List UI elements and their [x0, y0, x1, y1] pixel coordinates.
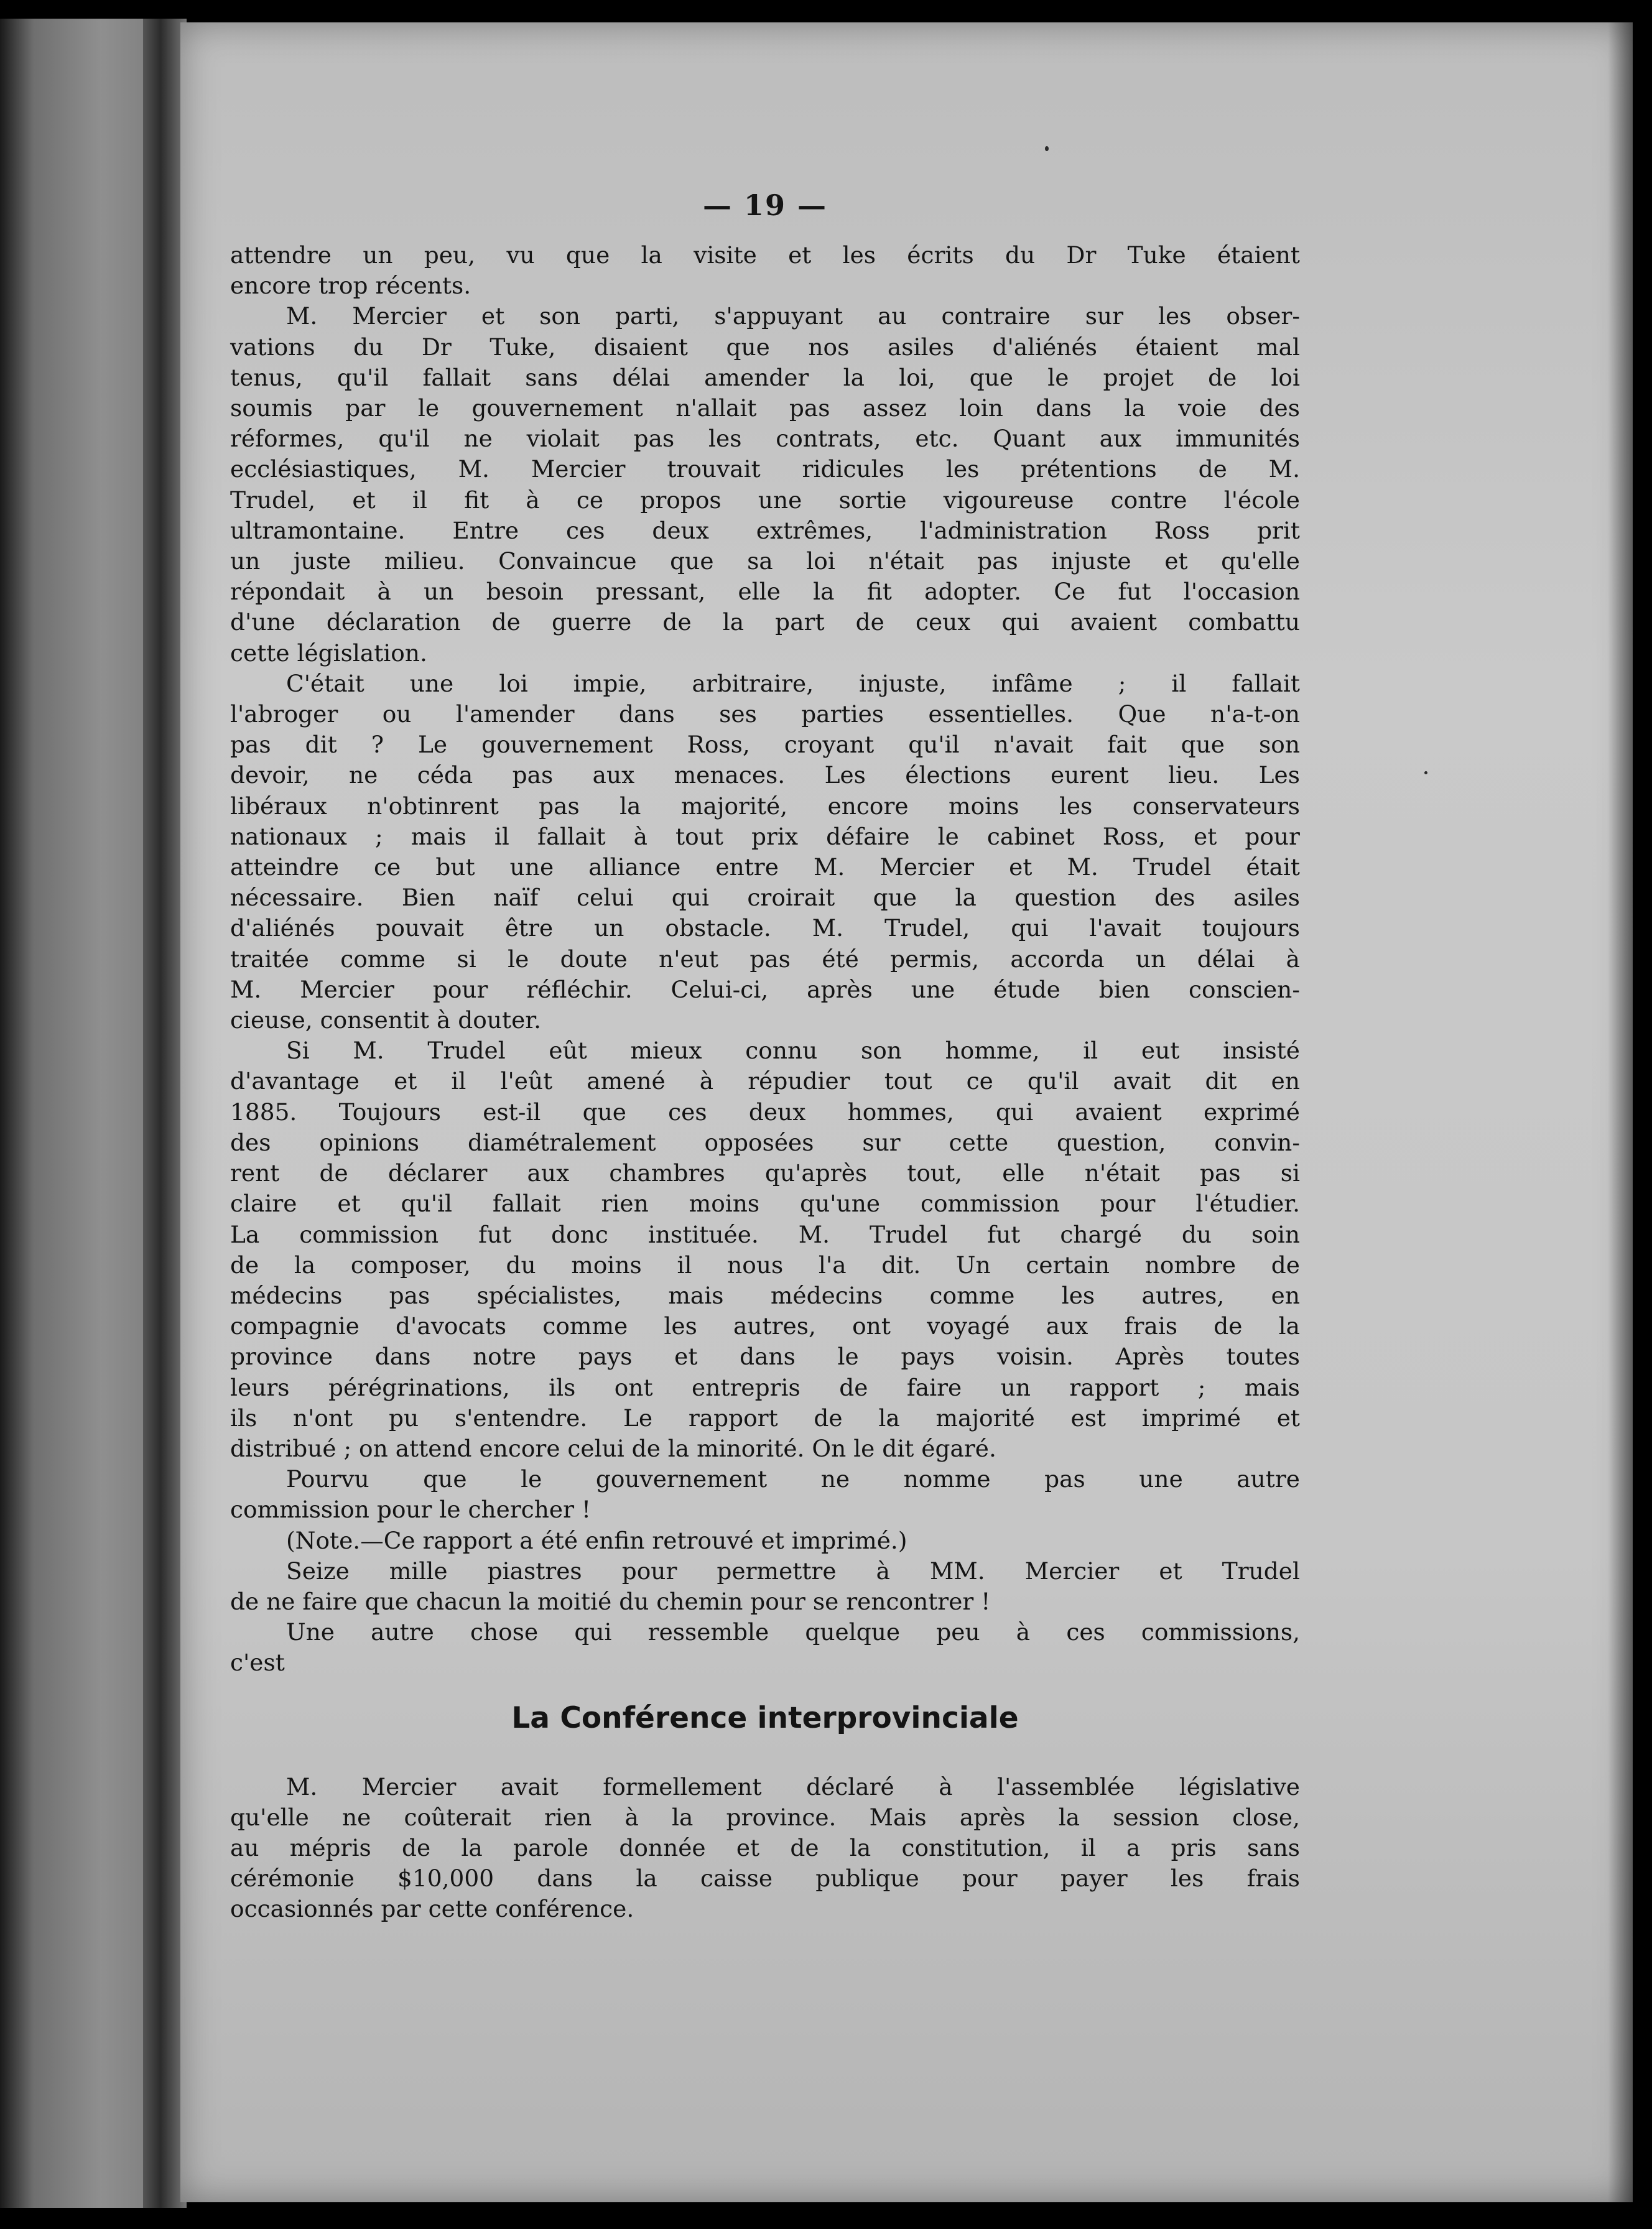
- text-line: commission pour le chercher !: [230, 1496, 592, 1524]
- paragraph-5: [230, 1464, 1300, 1525]
- text-line: ultramontaine. Entre ces deux extrêmes, l'administration Ross prit: [230, 516, 1300, 544]
- text-line: Pourvu que le gouvernement ne nomme pas une autre: [286, 1465, 1300, 1493]
- text-line: La commission fut donc instituée. M. Trudel fut chargé du soin: [230, 1220, 1300, 1248]
- text-line: ils n'ont pu s'entendre. Le rapport de la majorité est imprimé et: [230, 1404, 1300, 1432]
- text-line: pas dit ? Le gouvernement Ross, croyant qu'il n'avait fait que son: [230, 731, 1300, 759]
- page-edge-shadow: [1608, 22, 1633, 2202]
- text-line: répondait à un besoin pressant, elle la fit adopter. Ce fut l'occasion: [230, 578, 1300, 606]
- text-line: de ne faire que chacun la moitié du chemin pour se rencontrer !: [230, 1587, 991, 1615]
- text-line: province dans notre pays et dans le pays voisin. Après toutes: [230, 1343, 1300, 1371]
- text-line: qu'elle ne coûterait rien à la province. Mais après la session close,: [230, 1803, 1300, 1831]
- text-line: c'est: [230, 1649, 285, 1677]
- text-line: ecclésiastiques, M. Mercier trouvait ridicules les prétentions de M.: [230, 455, 1300, 483]
- text-line: médecins pas spécialistes, mais médecins comme les autres, en: [230, 1281, 1300, 1309]
- text-line: libéraux n'obtinrent pas la majorité, encore moins les conservateurs: [230, 792, 1300, 820]
- text-line: traitée comme si le doute n'eut pas été permis, accorda un délai à: [230, 945, 1300, 973]
- text-line: M. Mercier et son parti, s'appuyant au contraire sur les obser-: [286, 302, 1300, 330]
- text-line: nationaux ; mais il fallait à tout prix défaire le cabinet Ross, et pour: [230, 822, 1300, 850]
- text-line: cérémonie $10,000 dans la caisse publique pour payer les frais: [230, 1865, 1300, 1893]
- ink-speck: [1045, 146, 1049, 151]
- text-line: des opinions diamétralement opposées sur cette question, convin-: [230, 1128, 1300, 1156]
- text-line: M. Mercier pour réfléchir. Celui-ci, après une étude bien conscien-: [230, 975, 1300, 1003]
- text-line: M. Mercier avait formellement déclaré à l'assemblée législative: [286, 1773, 1300, 1800]
- page-text: [230, 187, 1300, 1925]
- text-line: atteindre ce but une alliance entre M. Mercier et M. Trudel était: [230, 853, 1300, 881]
- text-line: encore trop récents.: [230, 272, 471, 300]
- text-line: d'avantage et il l'eût amené à répudier tout ce qu'il avait dit en: [230, 1067, 1300, 1095]
- final-paragraph: [230, 1772, 1300, 1925]
- text-line: devoir, ne céda pas aux menaces. Les élections eurent lieu. Les: [230, 761, 1300, 789]
- paragraph-7: [230, 1617, 1300, 1678]
- text-line: tenus, qu'il fallait sans délai amender la loi, que le projet de loi: [230, 363, 1300, 391]
- page-number: — 19 —: [702, 188, 828, 222]
- text-line: nécessaire. Bien naïf celui qui croirait que la question des asiles: [230, 884, 1300, 912]
- text-line: Seize mille piastres pour permettre à MM. Mercier et Trudel: [286, 1557, 1300, 1585]
- paragraph-2: [230, 301, 1300, 668]
- note-paragraph: [230, 1526, 1300, 1556]
- text-line: Trudel, et il fit à ce propos une sortie vigoureuse contre l'école: [230, 486, 1300, 514]
- text-line: rent de déclarer aux chambres qu'après tout, elle n'était pas si: [230, 1159, 1300, 1187]
- text-line: d'une déclaration de guerre de la part de ceux qui avaient combattu: [230, 608, 1300, 636]
- text-line: cette législation.: [230, 639, 427, 667]
- text-line: au mépris de la parole donnée et de la constitution, il a pris sans: [230, 1833, 1300, 1861]
- text-line: Si M. Trudel eût mieux connu son homme, il eut insisté: [286, 1037, 1300, 1065]
- text-line: C'était une loi impie, arbitraire, injuste, infâme ; il fallait: [286, 669, 1300, 697]
- text-line: un juste milieu. Convaincue que sa loi n'était pas injuste et qu'elle: [230, 547, 1300, 575]
- text-line: occasionnés par cette conférence.: [230, 1895, 634, 1923]
- paragraph-3: [230, 669, 1300, 1036]
- text-line: compagnie d'avocats comme les autres, ont voyagé aux frais de la: [230, 1312, 1300, 1340]
- text-line: l'abroger ou l'amender dans ses parties essentielles. Que n'a-t-on: [230, 700, 1300, 728]
- text-line: d'aliénés pouvait être un obstacle. M. Trudel, qui l'avait toujours: [230, 914, 1300, 942]
- section-heading: La Conférence interprovinciale: [511, 1700, 1019, 1735]
- ink-speck: [1424, 771, 1427, 774]
- text-line: (Note.—Ce rapport a été enfin retrouvé et imprimé.): [286, 1526, 907, 1554]
- paragraph-1: [230, 240, 1300, 301]
- text-line: de la composer, du moins il nous l'a dit. Un certain nombre de: [230, 1251, 1300, 1279]
- text-line: soumis par le gouvernement n'allait pas assez loin dans la voie des: [230, 394, 1300, 422]
- text-line: réformes, qu'il ne violait pas les contrats, etc. Quant aux immunités: [230, 425, 1300, 453]
- text-line: cieuse, consentit à douter.: [230, 1006, 541, 1034]
- paragraph-6: [230, 1556, 1300, 1617]
- text-line: vations du Dr Tuke, disaient que nos asiles d'aliénés étaient mal: [230, 333, 1300, 361]
- text-line: 1885. Toujours est-il que ces deux hommes, qui avaient exprimé: [230, 1098, 1300, 1126]
- paragraph-4: [230, 1036, 1300, 1464]
- text-line: claire et qu'il fallait rien moins qu'une commission pour l'étudier.: [230, 1190, 1300, 1218]
- text-line: distribué ; on attend encore celui de la minorité. On le dit égaré.: [230, 1434, 996, 1462]
- text-line: Une autre chose qui ressemble quelque peu à ces commissions,: [286, 1618, 1300, 1646]
- text-line: leurs pérégrinations, ils ont entrepris de faire un rapport ; mais: [230, 1373, 1300, 1401]
- text-line: attendre un peu, vu que la visite et les écrits du Dr Tuke étaient: [230, 241, 1300, 269]
